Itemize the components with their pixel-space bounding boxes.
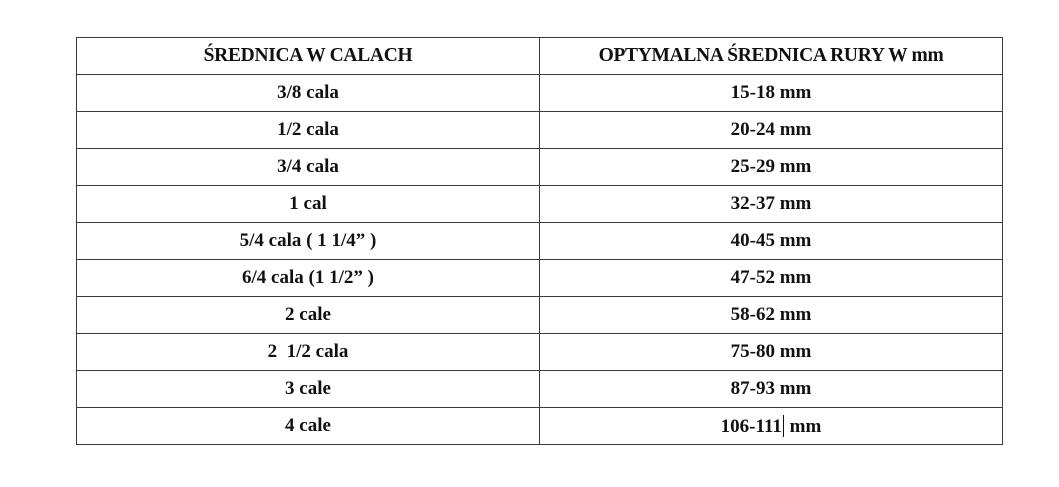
cell-mm[interactable]: 32-37 mm: [540, 186, 1003, 223]
table-row: [77, 334, 1003, 371]
table-row: [77, 408, 1003, 445]
table-row: [77, 75, 1003, 112]
cell-inch[interactable]: 3 cale: [77, 371, 540, 408]
cell-mm-text-after-cursor: mm: [784, 415, 822, 437]
cell-inch[interactable]: 1 cal: [77, 186, 540, 223]
table-row: [77, 260, 1003, 297]
cell-mm[interactable]: 40-45 mm: [540, 223, 1003, 260]
header-optimal-pipe-diameter: OPTYMALNA ŚREDNICA RURY W mm: [540, 38, 1003, 75]
cell-mm[interactable]: 20-24 mm: [540, 112, 1003, 149]
cell-mm-editing[interactable]: [540, 408, 1003, 445]
table-row: [77, 149, 1003, 186]
text-cursor: [783, 415, 784, 437]
header-inch-diameter: ŚREDNICA W CALACH: [77, 38, 540, 75]
cell-mm[interactable]: 87-93 mm: [540, 371, 1003, 408]
cell-inch[interactable]: 3/8 cala: [77, 75, 540, 112]
cell-mm[interactable]: 75-80 mm: [540, 334, 1003, 371]
cell-inch[interactable]: 4 cale: [77, 408, 540, 445]
cell-mm[interactable]: 47-52 mm: [540, 260, 1003, 297]
cell-inch[interactable]: 2 cale: [77, 297, 540, 334]
cell-mm[interactable]: 58-62 mm: [540, 297, 1003, 334]
table-row: [77, 297, 1003, 334]
cell-inch[interactable]: 3/4 cala: [77, 149, 540, 186]
table-header-row: [77, 38, 1003, 75]
cell-mm-text-before-cursor: 106-111: [720, 415, 782, 437]
cell-inch[interactable]: 2 1/2 cala: [77, 334, 540, 371]
cell-mm[interactable]: 15-18 mm: [540, 75, 1003, 112]
cell-inch[interactable]: 1/2 cala: [77, 112, 540, 149]
cell-inch[interactable]: 6/4 cala (1 1/2” ): [77, 260, 540, 297]
table-row: [77, 186, 1003, 223]
cell-mm[interactable]: 25-29 mm: [540, 149, 1003, 186]
pipe-diameter-table: [76, 37, 1003, 445]
table-row: [77, 371, 1003, 408]
cell-inch[interactable]: 5/4 cala ( 1 1/4” ): [77, 223, 540, 260]
table-row: [77, 112, 1003, 149]
table-row: [77, 223, 1003, 260]
